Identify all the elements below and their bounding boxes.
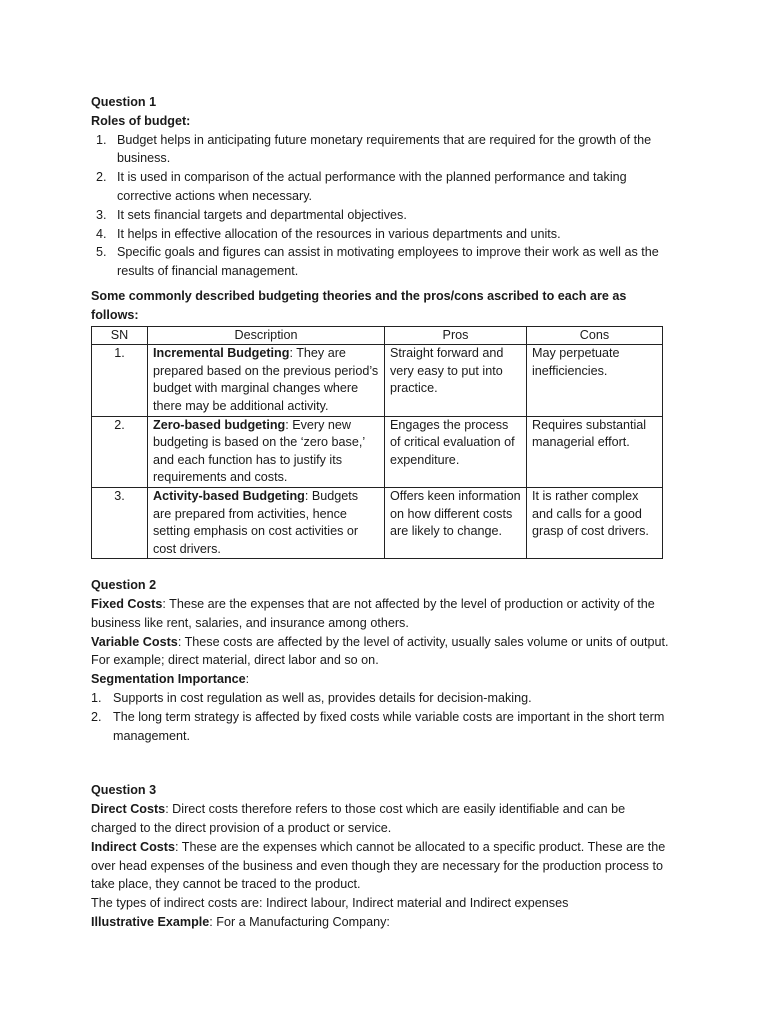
- budgeting-table: [91, 326, 663, 560]
- cell-cons: It is rather complex and calls for a good grasp of cost drivers.: [527, 487, 663, 558]
- list-item: 4. It helps in effective allocation of the resources in various departments and units.: [96, 226, 561, 241]
- q1-heading: Question 1: [91, 95, 157, 109]
- cell-description: Zero-based budgeting: Every new budgeting is based on the ‘zero base,’ and each function has to justify its requirements and costs.: [148, 416, 385, 487]
- cell-pros: Straight forward and very easy to put into practice.: [385, 345, 527, 416]
- list-item: 3. It sets financial targets and departmental objectives.: [96, 207, 407, 222]
- cell-cons: Requires substantial managerial effort.: [527, 416, 663, 487]
- q3-heading: Question 3: [91, 783, 157, 798]
- cell-sn: 1.: [92, 345, 148, 416]
- list-item: 1. Budget helps in anticipating future monetary requirements that are required for the growth of the business.: [96, 132, 652, 166]
- q2-heading: Question 2: [91, 578, 157, 593]
- header-pros: Pros: [385, 326, 527, 345]
- header-sn: SN: [92, 326, 148, 345]
- list-item: 2. It is used in comparison of the actual performance with the planned performance and taking corrective actions when necessary.: [96, 170, 627, 203]
- direct-costs-paragraph: Direct Costs: Direct costs therefore refers to those cost which are easily identifiable and can be charged to the direct provision of a product or service.: [91, 802, 626, 836]
- header-description: Description: [148, 326, 385, 345]
- table-header-row: [92, 326, 663, 345]
- cell-sn: 3.: [92, 487, 148, 558]
- list-item: 2. The long term strategy is affected by fixed costs while variable costs are important in the short term management.: [91, 709, 665, 743]
- table-row: [92, 345, 663, 416]
- list-item: 1. Supports in cost regulation as well as, provides details for decision-making.: [91, 691, 532, 706]
- fixed-costs-paragraph: Fixed Costs: These are the expenses that are not affected by the level of production or activity of the business like rent, salaries, and insurance among others.: [91, 597, 655, 630]
- cell-pros: Offers keen information on how different costs are likely to change.: [385, 487, 527, 558]
- variable-costs-paragraph: Variable Costs: These costs are affected by the level of activity, usually sales volume or units of output. For example; direct material, direct labor and so on.: [91, 634, 669, 668]
- roles-list: [91, 131, 671, 281]
- cell-cons: May perpetuate inefficiencies.: [527, 345, 663, 416]
- indirect-costs-paragraph: Indirect Costs: These are the expenses which cannot be allocated to a specific product. These are the over head expenses of the business and even though they are necessary for the production process to take place, they cannot be traced to the product.: [91, 839, 666, 892]
- cell-description: Activity-based Budgeting: Budgets are prepared from activities, hence setting emphasis on cost activities or cost drivers.: [148, 487, 385, 558]
- cell-description: Incremental Budgeting: They are prepared based on the previous period’s budget with marginal changes where there may be additional activity.: [148, 345, 385, 416]
- illustrative-example-paragraph: Illustrative Example: For a Manufacturing Company:: [91, 915, 390, 930]
- table-title: Some commonly described budgeting theories and the pros/cons ascribed to each are as follows:: [91, 288, 627, 322]
- header-cons: Cons: [527, 326, 663, 345]
- table-row: [92, 416, 663, 487]
- segmentation-list: [91, 689, 671, 745]
- cell-sn: 2.: [92, 416, 148, 487]
- table-row: [92, 487, 663, 558]
- document-content: [91, 93, 671, 932]
- q1-subheading: Roles of budget:: [91, 113, 191, 128]
- list-item: 5. Specific goals and figures can assist in motivating employees to improve their work as well as the results of financial management.: [96, 245, 659, 279]
- cell-pros: Engages the process of critical evaluation of expenditure.: [385, 416, 527, 487]
- indirect-types-paragraph: The types of indirect costs are: Indirect labour, Indirect material and Indirect expenses: [91, 896, 569, 911]
- segmentation-heading: Segmentation Importance:: [91, 672, 250, 687]
